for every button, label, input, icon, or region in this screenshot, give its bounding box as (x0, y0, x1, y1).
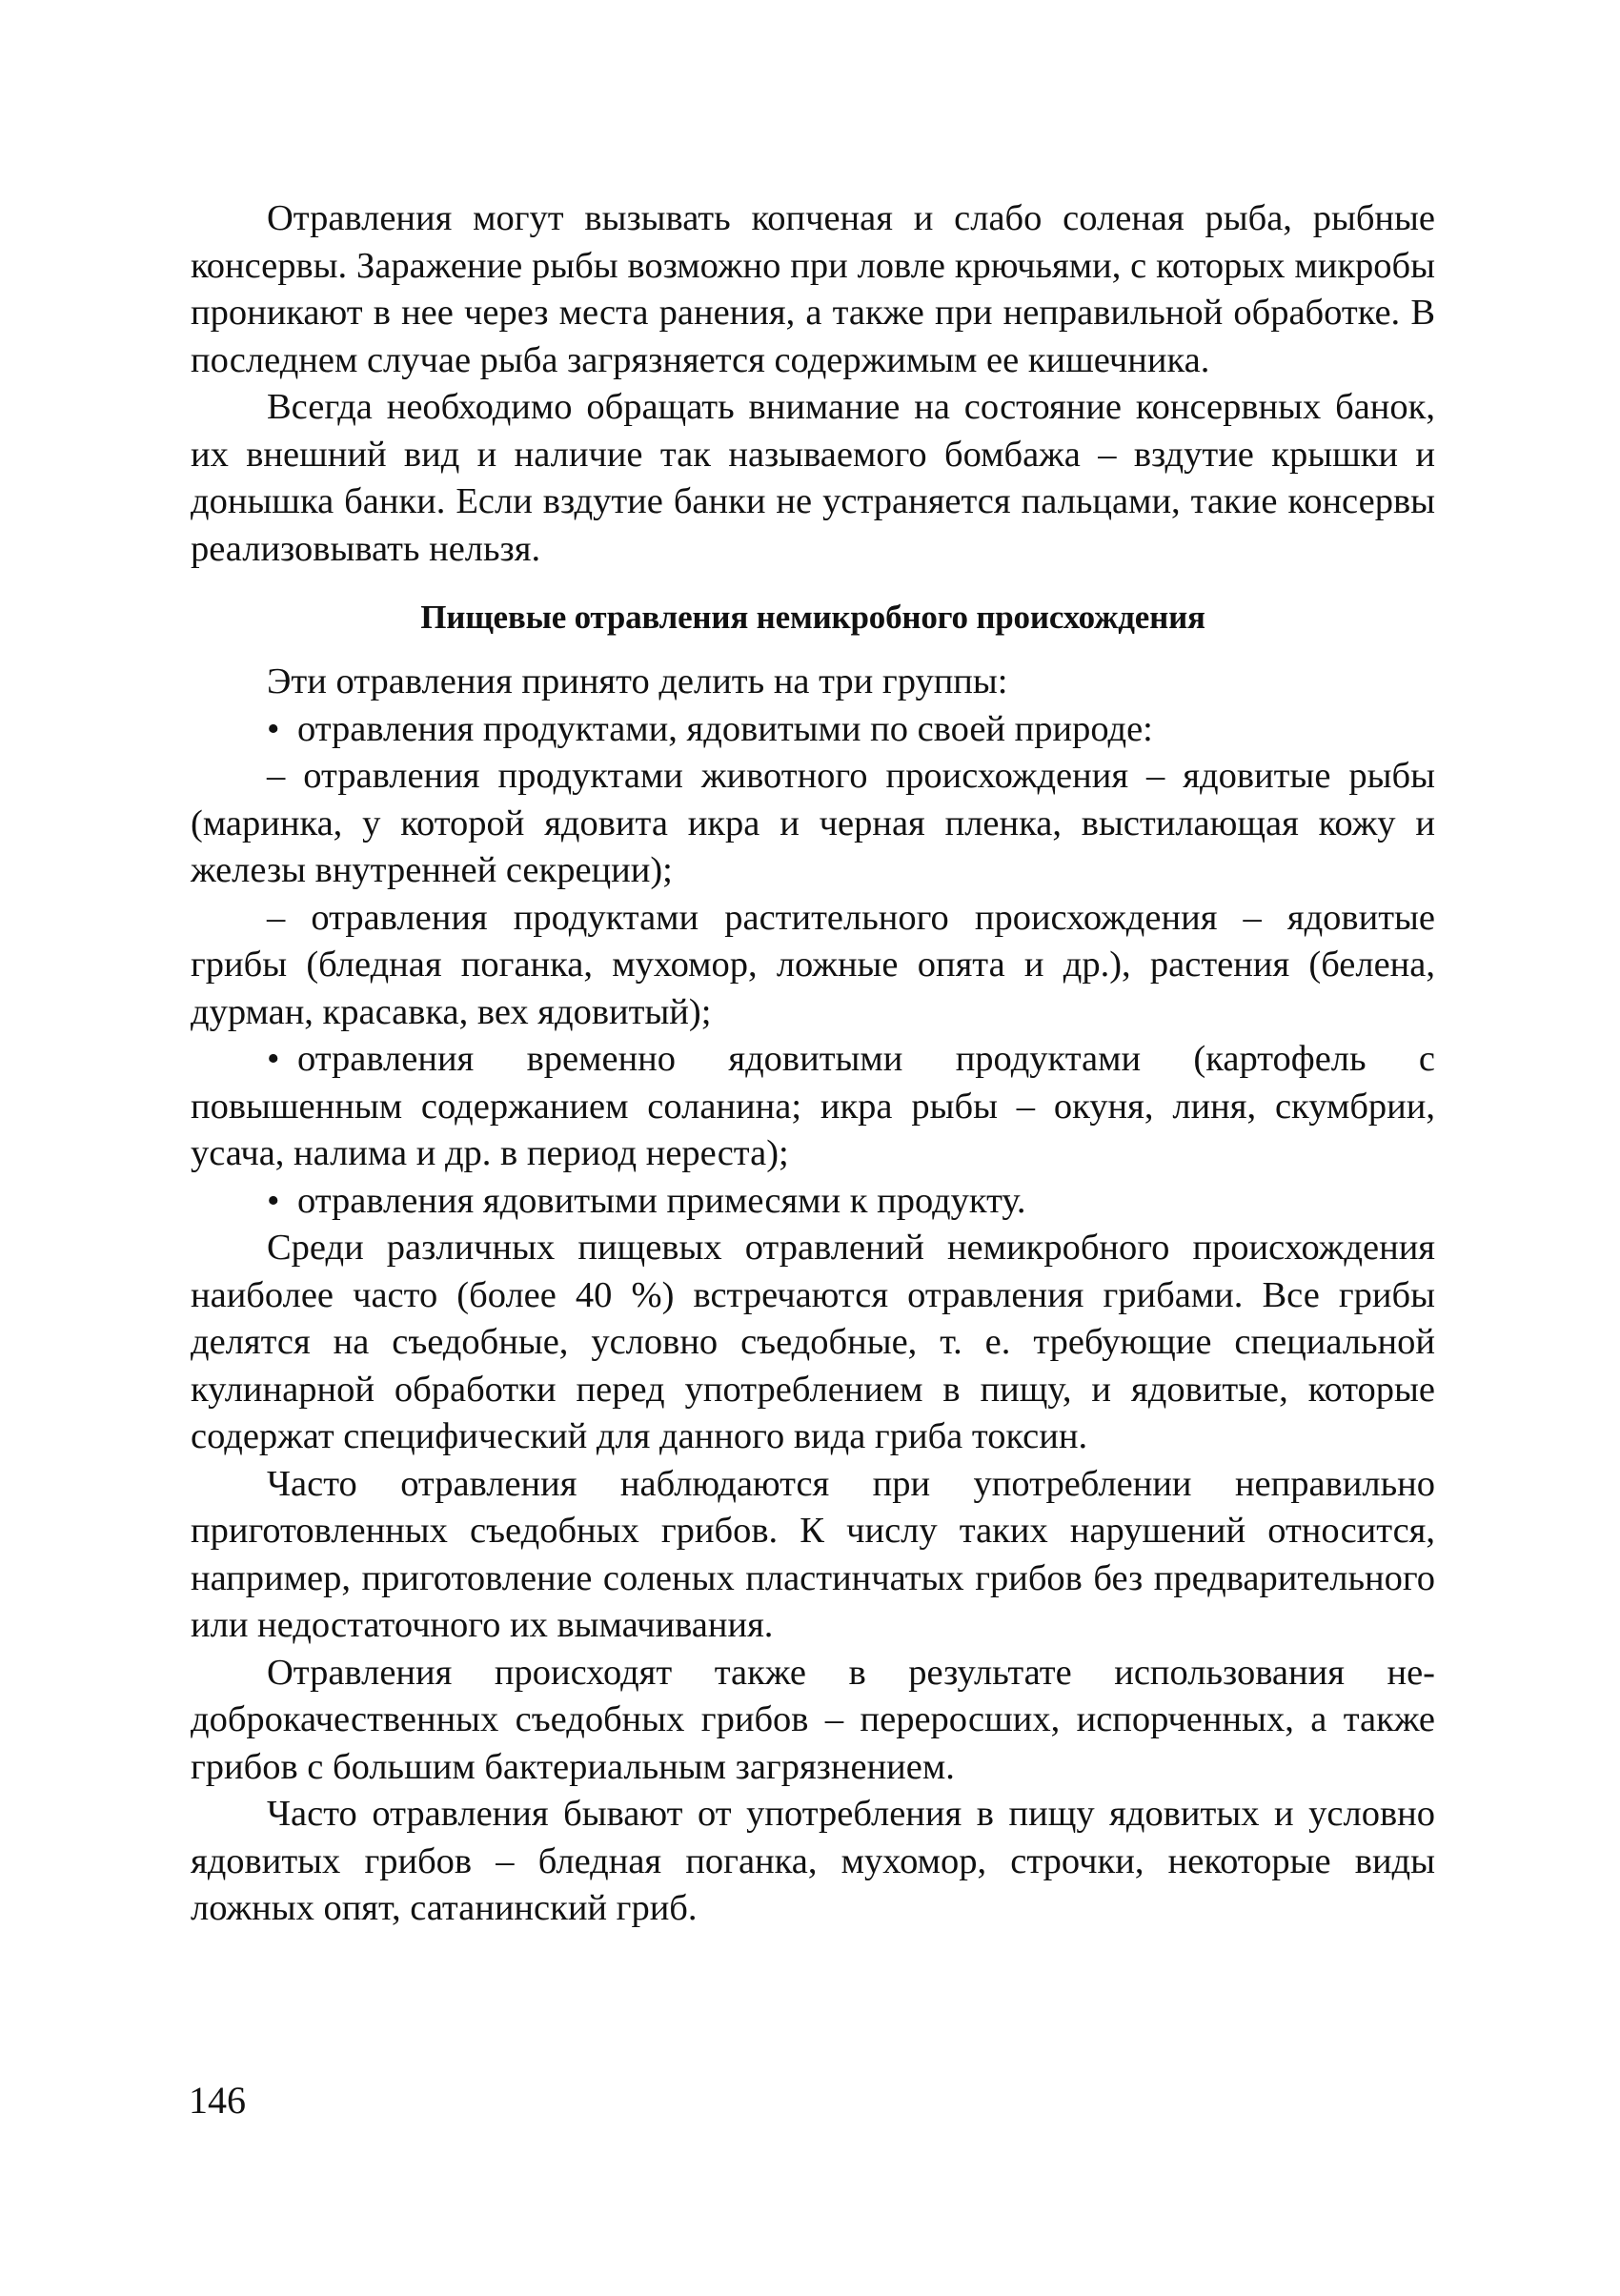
bullet-text: отравления временно ядовитыми продуктами (картофель с повышенным содержанием соланина; икра рыбы – окуня, линя, скумбрии, усача, налима и др. в период нереста); (191, 1039, 1435, 1173)
paragraph-poor-quality: Отравления происходят также в результате использования недоброкачественных съедобных грибов – переросших, испорченных, а также грибов с большим бактериальным загрязнением. (191, 1652, 1435, 1787)
page-body (191, 195, 1435, 1933)
bullet-icon (267, 1039, 297, 1079)
paragraph-canned-goods: Всегда необходимо обращать внимание на состояние консервных банок, их внешний вид и наличие так называемого бомбажа – вздутие крышки и донышка банки. Если вздутие банки не устраняется пальцами, такие консервы реализовывать нельзя. (191, 387, 1435, 569)
paragraph-improper-cooking: Часто отравления наблюдаются при употреблении неправильно приготовленных съедобных грибов. К числу таких нарушений относится, например, приготовление соленых пластинчатых грибов без предварительного или недостаточного их вымачивания. (191, 1463, 1435, 1645)
bullet-text: отравления продуктами, ядовитыми по своей природе: (297, 708, 1153, 749)
bullet-item-admixtures (191, 1178, 1435, 1226)
dash-item-animal-origin: – отравления продуктами животного происхождения – ядовитые рыбы (маринка, у которой ядовита икра и черная пленка, выстилающая кожу и железы внутренней секреции); (191, 756, 1435, 890)
paragraph-mushroom-stats: Среди различных пищевых отравлений немикробного происхождения наиболее часто (более 40 %) встречаются отравления грибами. Все грибы делятся на съедобные, условно съедобные, т. е. требующие специальной кулинарной обработки перед употреблением в пищу, и ядовитые, которые содержат специфический для данного вида гриба токсин. (191, 1228, 1435, 1456)
section-heading: Пищевые отравления немикробного происхождения (420, 599, 1205, 636)
bullet-icon (267, 1181, 297, 1221)
paragraph-smoked-fish: Отравления могут вызывать копченая и слабо соленая рыба, рыбные консервы. Заражение рыбы возможно при ловле крючьями, с которых микробы проникают в нее через места ранения, а также при неправильной обработке. В последнем случае рыба загрязняется содержимым ее кишечника. (191, 198, 1435, 380)
paragraph-poisonous-mushrooms: Часто отравления бывают от употребления в пищу ядовитых и условно ядовитых грибов – бледная поганка, мухомор, строчки, некоторые виды ложных опят, сатанинский гриб. (191, 1794, 1435, 1928)
bullet-icon (267, 709, 297, 749)
bullet-text: отравления ядовитыми примесями к продукту. (297, 1180, 1026, 1221)
page-number: 146 (189, 2079, 246, 2122)
paragraph-intro: Эти отравления принято делить на три группы: (267, 661, 1008, 701)
dash-item-plant-origin: – отравления продуктами растительного происхождения – ядовитые грибы (бледная поганка, мухомор, ложные опята и др.), растения (белена, дурман, красавка, вех ядовитый); (191, 897, 1435, 1032)
bullet-item-natural-poison (191, 706, 1435, 754)
bullet-item-temporary-poison (191, 1036, 1435, 1178)
